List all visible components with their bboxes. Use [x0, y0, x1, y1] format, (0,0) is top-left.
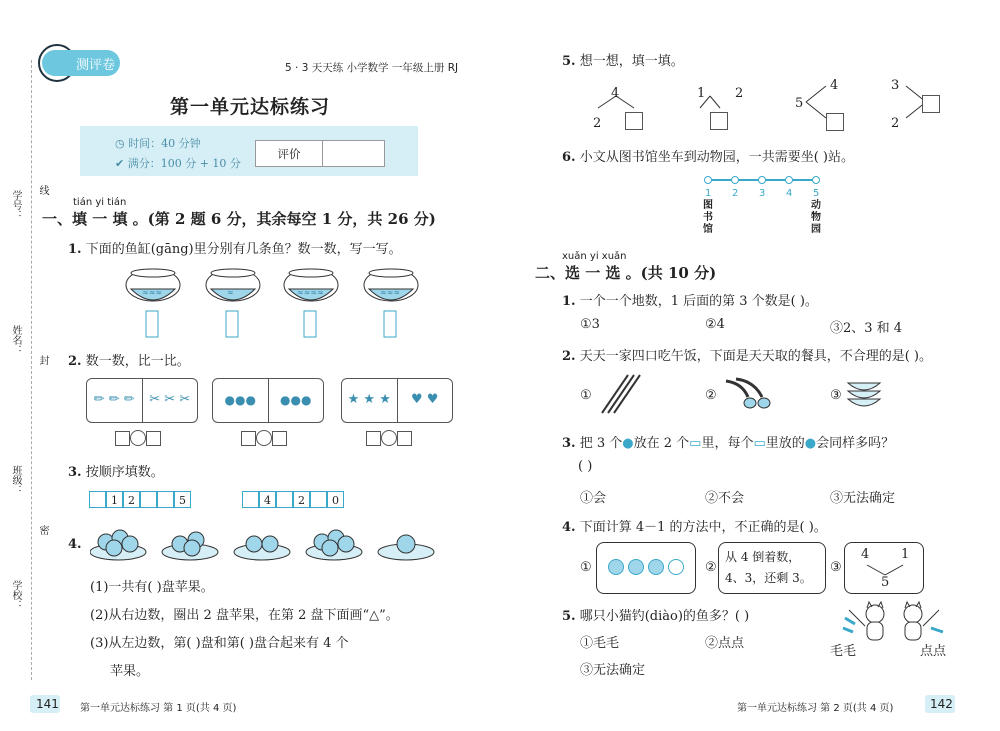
s2q5-opt3[interactable]: ③无法确定 [580, 663, 646, 678]
box-icon: ▭ [689, 436, 702, 451]
rq5-text: 5. 想一想，填一填。 [562, 54, 684, 69]
split1-left: 2 [593, 116, 602, 131]
s2q2-opt3[interactable]: ③ [830, 388, 842, 403]
s2q3-opt1[interactable]: ①会 [580, 491, 607, 506]
s2q1-opt3[interactable]: ③2、3 和 4 [830, 321, 903, 336]
class-label: 班级： [10, 465, 21, 495]
stop-4: 4 [786, 188, 793, 199]
stop-3: 3 [759, 188, 766, 199]
seal-char-mi: 密 [37, 525, 48, 535]
backward-count-box: 从 4 倒着数，4、3，还剩 3。 [718, 542, 826, 594]
fishbowl-icon [206, 269, 260, 301]
svg-text:≈≈≈: ≈≈≈ [380, 288, 401, 297]
split1-answer[interactable] [625, 112, 643, 130]
sequence-1[interactable]: 1 2 5 [89, 491, 191, 508]
start-station-label: 图书馆 [703, 200, 713, 235]
pear-icon: ●●● [213, 379, 269, 422]
s2q3-opt3[interactable]: ③无法确定 [830, 491, 896, 506]
split4-top: 3 [891, 78, 900, 93]
apple-plate-icon [162, 532, 218, 560]
pencil-icon: ✏ ✏ ✏ [87, 379, 143, 422]
evaluation-label: 评价 [256, 141, 323, 166]
apple-icon: ●●● [280, 393, 312, 407]
split1-top: 4 [611, 86, 620, 101]
mango-icon: ● [804, 436, 817, 451]
s2q1-opt1[interactable]: ①3 [580, 317, 600, 332]
box-icon: ▭ [753, 436, 766, 451]
q3-text: 3. 按顺序填数。 [68, 465, 164, 480]
left-footer-text: 第一单元达标练习 第 1 页(共 4 页) [80, 703, 237, 714]
split-diagram-box [844, 542, 924, 594]
s2q3-text: 3. 把 3 个●放在 2 个▭里，每个▭里放的●会同样多吗？ [562, 436, 895, 451]
margin-line [31, 60, 32, 680]
clock-icon: ◷ [115, 137, 129, 150]
section2-title: 二、选 一 选 。(共 10 分) [535, 264, 717, 282]
stop-5: 5 [813, 188, 820, 199]
score-info: ✔ 满分：100 分 + 10 分 [115, 157, 241, 170]
section1-title: 一、填 一 填 。(第 2 题 6 分，其余每空 1 分，共 26 分) [42, 210, 436, 228]
fishbowl-icon [126, 269, 180, 301]
s2q4-opt3[interactable]: ③ [830, 560, 842, 575]
stop-2: 2 [732, 188, 739, 199]
compare-panel-3 [341, 378, 453, 423]
compare-answer-3[interactable] [366, 430, 412, 450]
bowl-stack-icon [846, 373, 882, 419]
q4-line1: (1)一共有( )盘苹果。 [90, 580, 214, 595]
diagram-bottom: 5 [881, 575, 890, 590]
split2-right: 2 [735, 86, 744, 101]
right-page-number: 142 [930, 697, 953, 711]
s2q4-opt1[interactable]: ① [580, 560, 592, 575]
apple-plate-icon [378, 535, 434, 560]
s2q5-opt1[interactable]: ①毛毛 [580, 636, 620, 651]
q4-line4: 苹果。 [110, 664, 150, 679]
s2q4-opt2[interactable]: ② [705, 560, 717, 575]
route-stop-dot [731, 176, 739, 184]
page-title: 第一单元达标练习 [170, 96, 331, 118]
compare-panel-1 [86, 378, 198, 423]
svg-text:≈≈≈≈: ≈≈≈≈ [297, 288, 324, 297]
s2q5-text: 5. 哪只小猫钓(diào)的鱼多？( ) [562, 609, 750, 624]
seal-char-feng: 封 [37, 355, 48, 365]
split3-left: 5 [795, 96, 804, 111]
split3-answer[interactable] [826, 113, 844, 131]
test-badge: 测评卷 [42, 50, 120, 76]
stop-1: 1 [705, 188, 712, 199]
compare-answer-2[interactable] [241, 430, 287, 450]
circles-row [597, 559, 695, 575]
apple-plates [90, 522, 450, 562]
spoon-icon [722, 375, 777, 419]
svg-text:≈: ≈ [227, 288, 234, 297]
s2q5-opt2[interactable]: ②点点 [705, 636, 745, 651]
s2q2-opt2[interactable]: ② [705, 388, 717, 403]
split3-top: 4 [830, 78, 839, 93]
q4-number: 4. [68, 537, 82, 552]
fish-bowls [125, 265, 455, 345]
apple-plate-icon [306, 530, 362, 560]
diagram-top-right: 1 [901, 547, 910, 562]
q4-line2: (2)从右边数，圈出 2 盘苹果，在第 2 盘下面画“△”。 [90, 608, 399, 623]
s2q1-opt2[interactable]: ②4 [705, 317, 725, 332]
time-info: ◷ 时间：40 分钟 [115, 137, 201, 150]
section1-pinyin: tián yi tián [73, 197, 127, 208]
q2-text: 2. 数一数，比一比。 [68, 354, 190, 369]
sequence-2[interactable]: 4 2 0 [242, 491, 344, 508]
star-icon: ★ ★ ★ [342, 379, 398, 422]
route-stop-dot [812, 176, 820, 184]
evaluation-box [255, 140, 385, 167]
split2-answer[interactable] [710, 112, 728, 130]
cat-icon [843, 602, 884, 640]
split2-left: 1 [697, 86, 706, 101]
s2q2-opt1[interactable]: ① [580, 388, 592, 403]
left-page-number: 141 [36, 697, 59, 711]
rq6-text: 6. 小文从图书馆坐车到动物园，一共需要坐( )站。 [562, 150, 854, 165]
cat-diandian-label: 点点 [920, 644, 947, 659]
cat-icon [904, 602, 943, 640]
route-stop-dot [758, 176, 766, 184]
svg-text:≈≈≈: ≈≈≈ [142, 288, 163, 297]
s2q2-text: 2. 天天一家四口吃午饭，下面是天天取的餐具，不合理的是( )。 [562, 349, 932, 364]
heart-icon: ♥ ♥ [411, 392, 439, 407]
apple-plate-icon [234, 536, 290, 560]
cat-maomao-label: 毛毛 [830, 644, 857, 659]
split4-answer[interactable] [922, 95, 940, 113]
s2q3-blank[interactable]: ( ) [578, 459, 593, 474]
route-stop-dot [785, 176, 793, 184]
check-icon: ✔ [115, 157, 128, 170]
scissors-icon: ✂ ✂ ✂ [149, 392, 191, 407]
fishbowl-icon [364, 269, 418, 301]
school-label: 学校： [10, 580, 21, 610]
seal-char-xian: 线 [37, 185, 48, 195]
compare-answer-1[interactable] [115, 430, 161, 450]
section2-pinyin: xuǎn yi xuǎn [562, 251, 627, 262]
number-split-diagrams [588, 78, 978, 138]
name-label: 姓名： [10, 325, 21, 355]
mango-icon: ● [622, 436, 634, 451]
chopsticks-icon [598, 373, 643, 419]
compare-panel-2 [212, 378, 324, 423]
route-stop-dot [704, 176, 712, 184]
q4-line3: (3)从左边数，第( )盘和第( )盘合起来有 4 个 [90, 636, 349, 651]
fishbowl-icon [284, 269, 338, 301]
s2q3-opt2[interactable]: ②不会 [705, 491, 745, 506]
apple-plate-icon [90, 530, 146, 560]
s2q4-text: 4. 下面计算 4－1 的方法中，不正确的是( )。 [562, 520, 827, 535]
student-number-label: 学号： [10, 190, 21, 220]
s2q1-text: 1. 一个一个地数，1 后面的第 3 个数是( )。 [562, 294, 818, 309]
end-station-label: 动物园 [811, 200, 821, 235]
split4-bottom: 2 [891, 116, 900, 131]
series-header: 5 · 3 天天练 小学数学 一年级上册 RJ [285, 62, 459, 74]
diagram-top-left: 4 [861, 547, 870, 562]
counting-circles-box [596, 542, 696, 594]
q1-text: 1. 下面的鱼缸(gāng)里分别有几条鱼？数一数，写一写。 [68, 242, 402, 257]
evaluation-field[interactable] [323, 141, 384, 166]
right-footer-text: 第一单元达标练习 第 2 页(共 4 页) [737, 703, 894, 714]
